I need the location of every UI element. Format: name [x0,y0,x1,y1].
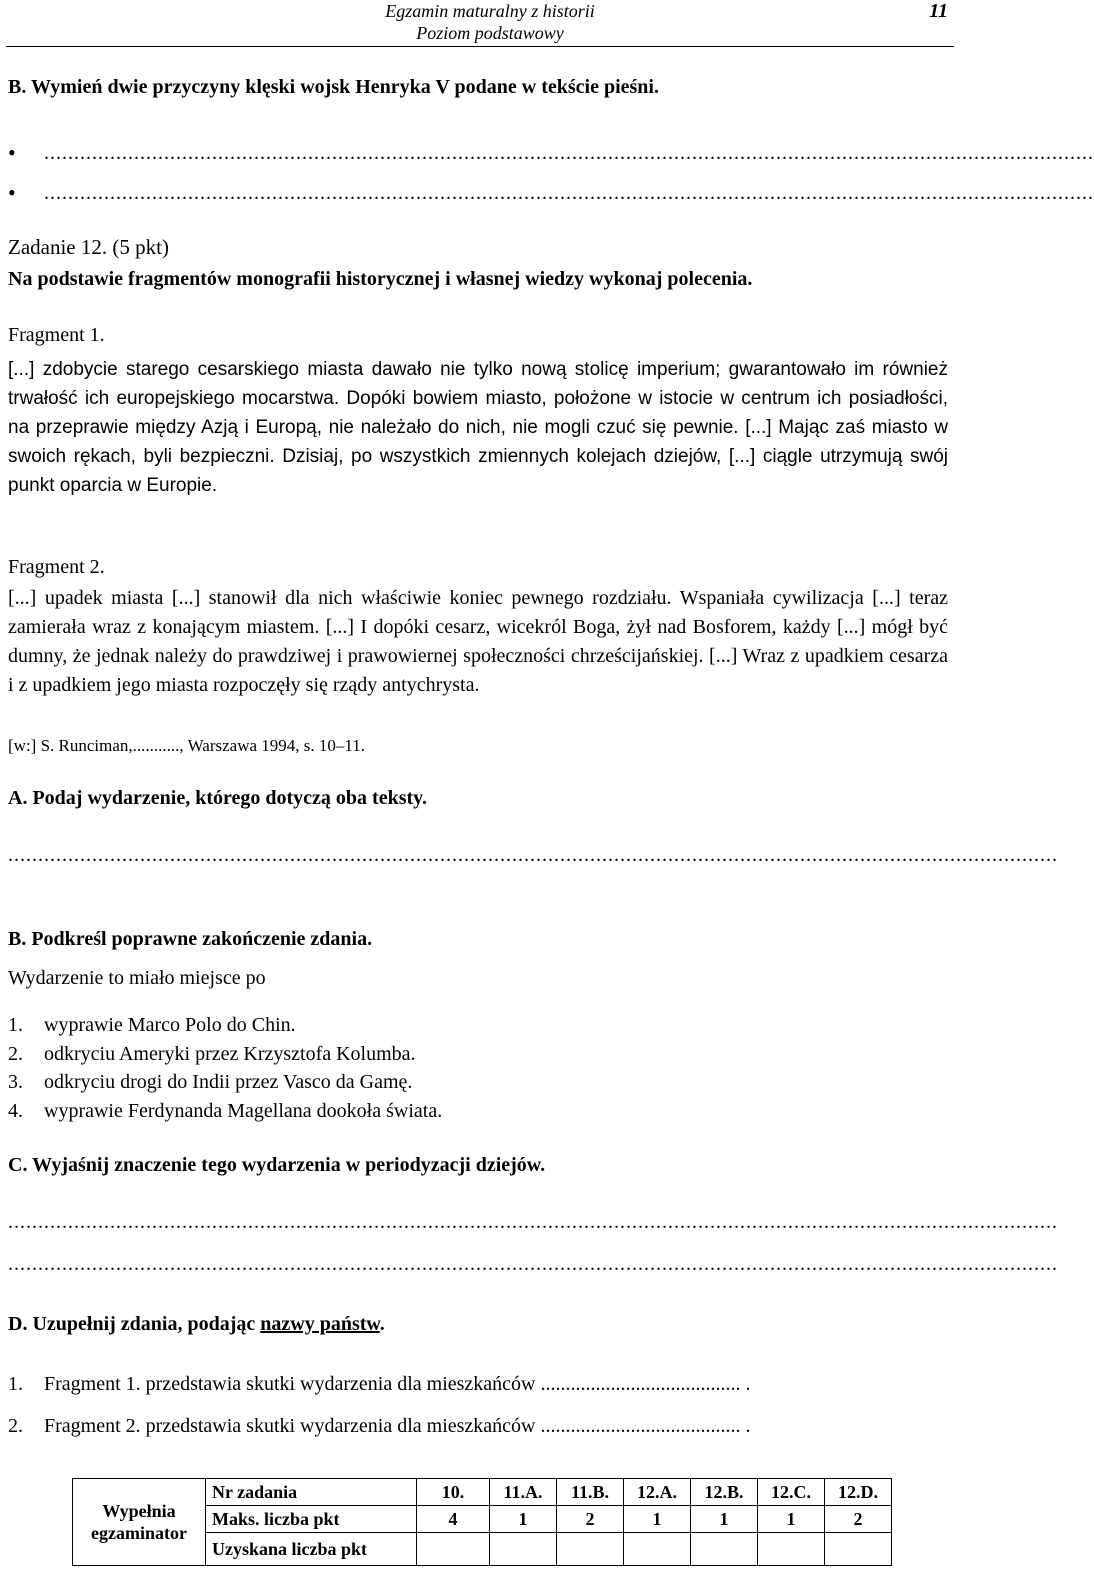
answer-line[interactable]: ............................................................................................................................................................................... [8,1253,1058,1275]
obtained-points-cell[interactable] [490,1533,557,1566]
col-header: 12.D. [825,1479,892,1506]
task12-title: Zadanie 12. (5 pkt) [8,235,169,259]
task12-d-heading [8,1313,385,1336]
d-heading-underlined: nazwy państw [260,1313,380,1335]
obtained-points-cell[interactable] [624,1533,691,1566]
page-number: 11 [929,0,948,22]
max-points-cell: 4 [417,1506,490,1533]
row-label-task-number: Nr zadania [206,1479,417,1506]
fragment1-text: [...] zdobycie starego cesarskiego miasta dawało nie tylko nową stolicę imperium; gwarantowało im również trwałość ich europejskiego mocarstwa. Dopóki bowiem miasto, położone w istocie w centrum ich posiadłości, na przeprawie między Azją i Europą, nie należało do nich, nie mogli czuć się pewnie. [...] Mając zaś miasto w swoich rękach, byli bezpieczni. Dzisiaj, po wszystkich zmiennych kolejach dziejów, [...] ciągle utrzymują swój punkt oparcia w Europie. [8,359,948,496]
fragment1-title: Fragment 1. [8,324,105,346]
option-number: 2. [8,1043,23,1065]
header-exam-title [340,0,640,44]
max-points-cell: 2 [825,1506,892,1533]
answer-line[interactable]: ............................................................................................................................................................................... [44,142,1094,164]
header-line-1: Egzamin maturalny z historii [385,1,595,21]
score-table [72,1478,892,1566]
obtained-points-cell[interactable] [417,1533,490,1566]
task12-a-heading: A. Podaj wydarzenie, którego dotyczą oba teksty. [8,787,428,809]
task11-b-heading: B. Wymień dwie przyczyny klęski wojsk Henryka V podane w tekście pieśni. [8,76,659,98]
task12-intro: Na podstawie fragmentów monografii historycznej i własnej wiedzy wykonaj polecenia. [8,268,753,290]
option-text[interactable]: odkryciu Ameryki przez Krzysztofa Kolumba. [44,1043,416,1065]
col-header: 11.A. [490,1479,557,1506]
obtained-points-cell[interactable] [758,1533,825,1566]
obtained-points-cell[interactable] [691,1533,758,1566]
col-header: 12.B. [691,1479,758,1506]
task12-c-heading: C. Wyjaśnij znaczenie tego wydarzenia w periodyzacji dziejów. [8,1154,546,1176]
col-header: 12.A. [624,1479,691,1506]
col-header: 10. [417,1479,490,1506]
row-label-obtained-points: Uzyskana liczba pkt [206,1533,417,1566]
fragment2-title: Fragment 2. [8,556,105,578]
max-points-cell: 1 [691,1506,758,1533]
max-points-cell: 1 [490,1506,557,1533]
header-rule [6,46,954,47]
option-number: 3. [8,1071,23,1093]
bullet-icon: • [8,140,16,165]
col-header: 11.B. [557,1479,624,1506]
max-points-cell: 1 [758,1506,825,1533]
option-text[interactable]: wyprawie Marco Polo do Chin. [44,1014,296,1036]
task12-b-lead: Wydarzenie to miało miejsce po [8,967,266,989]
answer-line[interactable]: ............................................................................................................................................................................... [8,1211,1058,1233]
d-item-number: 2. [8,1415,23,1437]
d-heading-pre: D. Uzupełnij zdania, podając [8,1313,261,1335]
col-header: 12.C. [758,1479,825,1506]
answer-line[interactable]: ............................................................................................................................................................................... [44,182,1094,204]
task12-b-heading: B. Podkreśl poprawne zakończenie zdania. [8,928,373,950]
source-citation: [w:] S. Runciman,..........., Warszawa 1994, s. 10–11. [8,736,365,755]
obtained-points-cell[interactable] [825,1533,892,1566]
option-text[interactable]: wyprawie Ferdynanda Magellana dookoła świata. [44,1100,443,1122]
option-text[interactable]: odkryciu drogi do Indii przez Vasco da Gamę. [44,1071,413,1093]
fragment2-text: [...] upadek miasta [...] stanowił dla nich właściwie koniec pewnego rozdziału. Wspaniała cywilizacja [...] teraz zamierała wraz z konającym miastem. [...] I dopóki cesarz, wicekról Boga, żył nad Bosforem, każdy [...] mógł być dumny, że jednak należy do prawdziwej i prawowiernej społeczności chrześcijańskiej. [...] Wraz z upadkiem cesarza i z upadkiem jego miasta rozpoczęły się rządy antychrysta. [8,587,948,696]
max-points-cell: 1 [624,1506,691,1533]
d-item-text[interactable]: Fragment 1. przedstawia skutki wydarzenia dla mieszkańców ........................................ . [44,1373,751,1395]
obtained-points-cell[interactable] [557,1533,624,1566]
caption-line-2: egzaminator [91,1523,187,1543]
answer-line[interactable]: ............................................................................................................................................................................... [8,844,1058,866]
d-item-number: 1. [8,1373,23,1395]
score-table-caption [73,1479,206,1566]
option-number: 1. [8,1014,23,1036]
d-item-text[interactable]: Fragment 2. przedstawia skutki wydarzenia dla mieszkańców ........................................ . [44,1415,751,1437]
caption-line-1: Wypełnia [102,1501,176,1521]
max-points-cell: 2 [557,1506,624,1533]
d-heading-post: . [379,1313,385,1335]
header-line-2: Poziom podstawowy [416,23,564,43]
bullet-icon: • [8,180,16,205]
option-number: 4. [8,1100,23,1122]
row-label-max-points: Maks. liczba pkt [206,1506,417,1533]
